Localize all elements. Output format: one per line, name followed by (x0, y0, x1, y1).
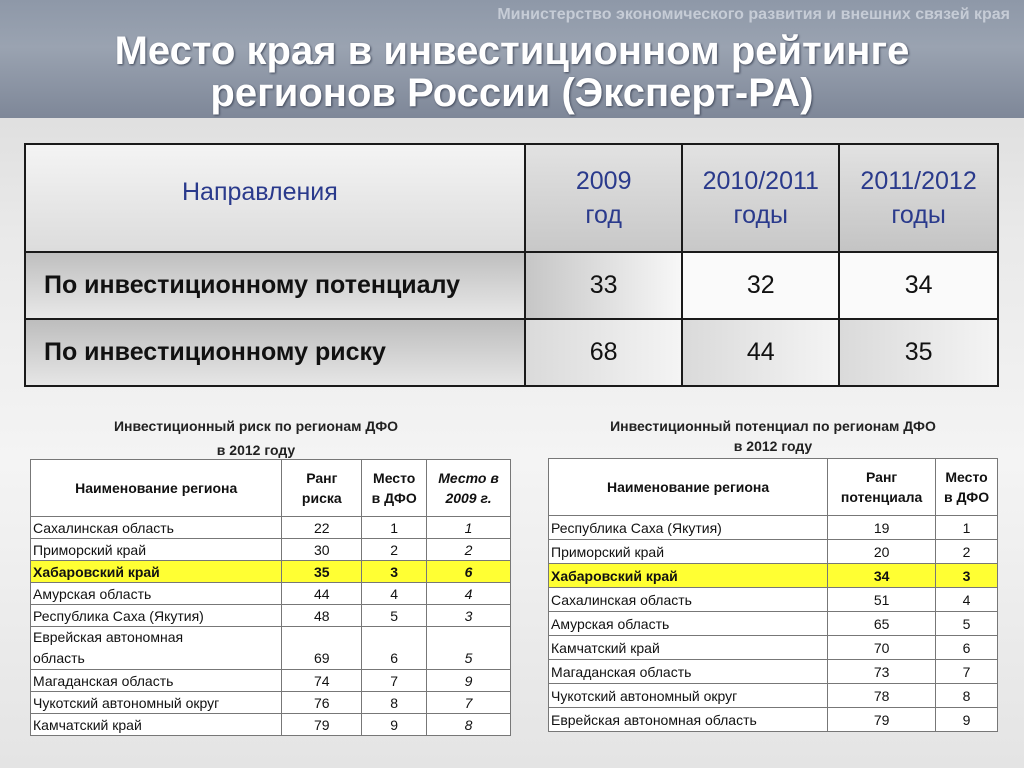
header-risk-rank (282, 460, 362, 517)
header-place-dfo (362, 460, 427, 517)
header-place-l2: в ДФО (371, 490, 417, 506)
place-dfo: 9 (936, 708, 998, 732)
table-row-highlighted (31, 561, 511, 583)
place-dfo: 8 (362, 692, 427, 714)
risk-rank: 35 (282, 561, 362, 583)
table-row (549, 540, 998, 564)
header-place-l1: Место (945, 469, 988, 485)
place-2009: 7 (427, 692, 511, 714)
title-line-1: Место края в инвестиционном рейтинге (114, 29, 910, 73)
table-row (31, 627, 511, 670)
place-dfo: 7 (936, 660, 998, 684)
region-name: Республика Саха (Якутия) (31, 605, 282, 627)
header-2009-unit: год (585, 201, 622, 229)
header-place-l1: Место (373, 470, 416, 486)
place-2009: 4 (427, 583, 511, 605)
header-place-dfo (936, 459, 998, 516)
region-name-l2: область (33, 650, 85, 666)
page-title (0, 30, 1024, 114)
header-2011-unit: годы (891, 201, 946, 229)
potential-caption-line-1: Инвестиционный потенциал по регионам ДФО (610, 418, 936, 434)
potential-rank: 78 (828, 684, 936, 708)
header-place-l2: в ДФО (943, 489, 990, 505)
risk-rank: 69 (282, 627, 362, 670)
potential-rank: 70 (828, 636, 936, 660)
place-dfo: 4 (936, 588, 998, 612)
region-name: Чукотский автономный округ (549, 684, 828, 708)
region-name-l1: Еврейская автономная (33, 629, 184, 645)
table-row (549, 708, 998, 732)
table-row (549, 588, 998, 612)
value-2010-2011: 32 (682, 252, 839, 319)
rating-table (24, 143, 999, 387)
potential-rank: 79 (828, 708, 936, 732)
potential-rank: 65 (828, 612, 936, 636)
place-2009: 6 (427, 561, 511, 583)
table-row (31, 670, 511, 692)
place-dfo: 7 (362, 670, 427, 692)
risk-rank: 79 (282, 714, 362, 736)
place-dfo: 6 (936, 636, 998, 660)
risk-rank: 22 (282, 517, 362, 539)
region-name: Чукотский автономный округ (31, 692, 282, 714)
region-name (31, 627, 282, 670)
value-2009: 68 (525, 319, 682, 386)
potential-rank: 51 (828, 588, 936, 612)
potential-rank: 20 (828, 540, 936, 564)
potential-rank: 73 (828, 660, 936, 684)
potential-rank: 19 (828, 516, 936, 540)
potential-table-header (549, 459, 998, 516)
potential-table-caption (548, 416, 998, 456)
risk-table-header (31, 460, 511, 517)
region-name: Магаданская область (549, 660, 828, 684)
place-2009: 1 (427, 517, 511, 539)
region-name: Камчатский край (31, 714, 282, 736)
row-label: По инвестиционному потенциалу (25, 252, 525, 319)
header-potential-rank (828, 459, 936, 516)
place-dfo: 1 (362, 517, 427, 539)
place-dfo: 3 (362, 561, 427, 583)
place-dfo: 1 (936, 516, 998, 540)
table-row (31, 692, 511, 714)
header-banner (0, 0, 1024, 118)
region-name: Амурская область (549, 612, 828, 636)
header-risk-rank-l1: Ранг (306, 470, 338, 486)
risk-rank: 74 (282, 670, 362, 692)
risk-table-caption (30, 414, 482, 462)
header-2011-year: 2011/2012 (860, 167, 977, 195)
rating-table-header (25, 144, 998, 252)
ministry-name: Министерство экономического развития и внешних связей края (497, 6, 1010, 23)
region-name: Магаданская область (31, 670, 282, 692)
place-2009: 5 (427, 627, 511, 670)
region-name: Приморский край (31, 539, 282, 561)
table-row (549, 612, 998, 636)
region-name: Камчатский край (549, 636, 828, 660)
place-2009: 9 (427, 670, 511, 692)
place-dfo: 4 (362, 583, 427, 605)
value-2011-2012: 35 (839, 319, 998, 386)
table-row (31, 539, 511, 561)
table-row-highlighted (549, 564, 998, 588)
place-dfo: 2 (362, 539, 427, 561)
risk-rank: 30 (282, 539, 362, 561)
row-label: По инвестиционному риску (25, 319, 525, 386)
header-region-name: Наименование региона (31, 460, 282, 517)
header-potential-rank-l1: Ранг (866, 469, 898, 485)
header-place09-l2: 2009 г. (445, 490, 492, 506)
header-place-2009 (427, 460, 511, 517)
header-potential-rank-l2: потенциала (840, 489, 923, 505)
place-dfo: 2 (936, 540, 998, 564)
table-row (31, 605, 511, 627)
header-risk-rank-l2: риска (301, 490, 342, 506)
table-row (549, 684, 998, 708)
place-2009: 2 (427, 539, 511, 561)
header-2010-year: 2010/2011 (702, 167, 819, 195)
place-dfo: 3 (936, 564, 998, 588)
header-2011-2012 (839, 144, 998, 252)
region-name: Приморский край (549, 540, 828, 564)
region-name: Сахалинская область (549, 588, 828, 612)
region-name: Республика Саха (Якутия) (549, 516, 828, 540)
header-2010-2011 (682, 144, 839, 252)
table-row (549, 660, 998, 684)
region-name: Еврейская автономная область (549, 708, 828, 732)
table-row (31, 583, 511, 605)
risk-rank: 44 (282, 583, 362, 605)
header-2009 (525, 144, 682, 252)
table-row (31, 517, 511, 539)
region-name: Хабаровский край (31, 561, 282, 583)
region-name: Хабаровский край (549, 564, 828, 588)
table-row (31, 714, 511, 736)
table-row (25, 319, 998, 386)
place-dfo: 5 (362, 605, 427, 627)
place-dfo: 8 (936, 684, 998, 708)
risk-rank: 76 (282, 692, 362, 714)
header-place09-l1: Место в (438, 470, 499, 486)
header-region-name: Наименование региона (549, 459, 828, 516)
value-2009: 33 (525, 252, 682, 319)
table-row (549, 516, 998, 540)
header-directions: Направления (25, 144, 525, 252)
value-2011-2012: 34 (839, 252, 998, 319)
potential-caption-line-2: в 2012 году (733, 438, 813, 454)
header-2010-unit: годы (733, 201, 789, 229)
table-row (25, 252, 998, 319)
place-dfo: 6 (362, 627, 427, 670)
region-name: Сахалинская область (31, 517, 282, 539)
region-name: Амурская область (31, 583, 282, 605)
risk-caption-line-2: в 2012 году (216, 442, 296, 458)
place-2009: 8 (427, 714, 511, 736)
table-row (549, 636, 998, 660)
risk-rank: 48 (282, 605, 362, 627)
header-2009-year: 2009 (575, 167, 632, 195)
place-2009: 3 (427, 605, 511, 627)
risk-table (30, 459, 511, 736)
place-dfo: 9 (362, 714, 427, 736)
potential-table (548, 458, 998, 732)
potential-rank: 34 (828, 564, 936, 588)
place-dfo: 5 (936, 612, 998, 636)
value-2010-2011: 44 (682, 319, 839, 386)
title-line-2: регионов России (Эксперт-РА) (210, 71, 814, 115)
risk-caption-line-1: Инвестиционный риск по регионам ДФО (113, 418, 399, 434)
